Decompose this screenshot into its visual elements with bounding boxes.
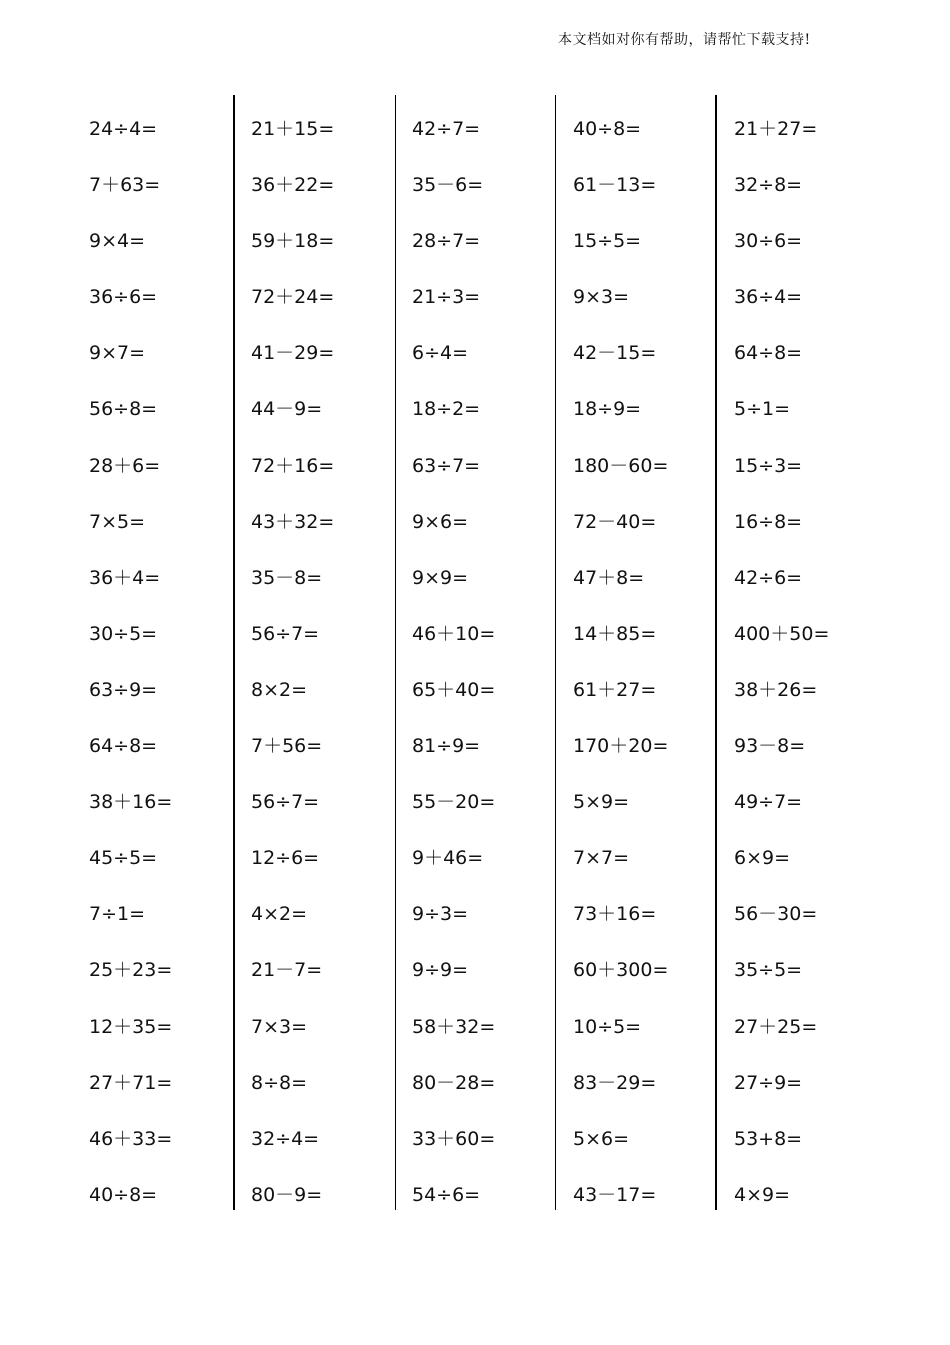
math-problem: 15÷5= — [573, 230, 642, 253]
math-problem: 72－40= — [573, 510, 657, 533]
math-problem: 47＋8= — [573, 566, 645, 589]
math-problem: 12÷6= — [251, 847, 320, 870]
math-problem: 8×2= — [251, 678, 308, 701]
math-problem: 81÷9= — [412, 735, 481, 758]
math-problem: 56÷7= — [251, 791, 320, 814]
math-problem: 35÷5= — [734, 959, 803, 982]
math-problem: 25＋23= — [89, 959, 173, 982]
math-problem: 5×6= — [573, 1127, 630, 1150]
math-problem: 30÷6= — [734, 230, 803, 253]
math-problem: 58＋32= — [412, 1015, 496, 1038]
math-problem: 6÷4= — [412, 342, 469, 365]
math-problem: 6×9= — [734, 847, 791, 870]
math-problem: 42÷6= — [734, 566, 803, 589]
math-problem: 4×2= — [251, 903, 308, 926]
math-problem: 35－6= — [412, 174, 484, 197]
math-problem: 61－13= — [573, 174, 657, 197]
math-problem: 59＋18= — [251, 230, 335, 253]
math-problem: 7÷1= — [89, 903, 146, 926]
math-problem: 28＋6= — [89, 454, 161, 477]
math-problem: 4×9= — [734, 1183, 791, 1206]
math-problem: 33＋60= — [412, 1127, 496, 1150]
math-problem: 64÷8= — [89, 735, 158, 758]
math-problem: 18÷2= — [412, 398, 481, 421]
problem-column-5 — [734, 100, 884, 1222]
problem-column-1 — [89, 100, 239, 1222]
math-problem: 9×3= — [573, 286, 630, 309]
math-problem: 80－9= — [251, 1183, 323, 1206]
math-problem: 28÷7= — [412, 230, 481, 253]
math-problem: 55－20= — [412, 791, 496, 814]
math-problem: 9×4= — [89, 230, 146, 253]
math-problem: 8÷8= — [251, 1071, 308, 1094]
math-problem: 10÷5= — [573, 1015, 642, 1038]
math-problem: 63÷7= — [412, 454, 481, 477]
math-problem: 72＋24= — [251, 286, 335, 309]
math-problem: 180－60= — [573, 454, 669, 477]
math-problem: 9×7= — [89, 342, 146, 365]
math-problem: 27＋25= — [734, 1015, 818, 1038]
math-problem: 61＋27= — [573, 678, 657, 701]
math-problem: 36＋4= — [89, 566, 161, 589]
math-problem: 38＋26= — [734, 678, 818, 701]
math-problem: 45÷5= — [89, 847, 158, 870]
math-problem: 24÷4= — [89, 118, 158, 140]
math-problem: 400＋50= — [734, 622, 830, 645]
page-header-note: 本文档如对你有帮助，请帮忙下载支持! — [558, 32, 811, 48]
problem-column-2 — [251, 100, 401, 1222]
math-problem: 30÷5= — [89, 622, 158, 645]
math-problem: 36÷6= — [89, 286, 158, 309]
math-problem: 32÷8= — [734, 174, 803, 197]
math-problem: 9÷3= — [412, 903, 469, 926]
math-problem: 42－15= — [573, 342, 657, 365]
math-problem: 49÷7= — [734, 791, 803, 814]
math-problem: 12＋35= — [89, 1015, 173, 1038]
math-problem: 15÷3= — [734, 454, 803, 477]
math-problem: 65＋40= — [412, 678, 496, 701]
math-problem: 9＋46= — [412, 847, 484, 870]
math-problem: 40÷8= — [89, 1183, 158, 1206]
math-problem: 60＋300= — [573, 959, 669, 982]
math-problem: 41－29= — [251, 342, 335, 365]
math-problem: 5÷1= — [734, 398, 791, 421]
math-problem: 56÷7= — [251, 622, 320, 645]
math-problem: 40÷8= — [573, 118, 642, 140]
math-problem: 27÷9= — [734, 1071, 803, 1094]
math-problem: 170＋20= — [573, 735, 669, 758]
math-problem: 16÷8= — [734, 510, 803, 533]
math-problem: 36÷4= — [734, 286, 803, 309]
math-problem: 21＋15= — [251, 118, 335, 140]
math-problem: 83－29= — [573, 1071, 657, 1094]
math-problem: 7×5= — [89, 510, 146, 533]
math-problem: 9×6= — [412, 510, 469, 533]
math-problem: 14＋85= — [573, 622, 657, 645]
math-problem: 64÷8= — [734, 342, 803, 365]
math-problem: 43－17= — [573, 1183, 657, 1206]
math-problem: 36＋22= — [251, 174, 335, 197]
math-problem: 18÷9= — [573, 398, 642, 421]
math-problem: 56－30= — [734, 903, 818, 926]
math-problem: 21＋27= — [734, 118, 818, 140]
math-problem: 43＋32= — [251, 510, 335, 533]
math-problem: 35－8= — [251, 566, 323, 589]
math-problem: 27＋71= — [89, 1071, 173, 1094]
math-problem: 93－8= — [734, 735, 806, 758]
problem-column-4 — [573, 100, 723, 1222]
math-problem: 21－7= — [251, 959, 323, 982]
math-problem: 63÷9= — [89, 678, 158, 701]
math-problem: 7×3= — [251, 1015, 308, 1038]
math-problem: 42÷7= — [412, 118, 481, 140]
math-problem: 21÷3= — [412, 286, 481, 309]
math-problem: 80－28= — [412, 1071, 496, 1094]
math-problem: 73＋16= — [573, 903, 657, 926]
math-problem: 54÷6= — [412, 1183, 481, 1206]
problem-column-3 — [412, 100, 562, 1222]
math-problem: 9÷9= — [412, 959, 469, 982]
math-problem: 44－9= — [251, 398, 323, 421]
math-problem: 56÷8= — [89, 398, 158, 421]
math-problem: 9×9= — [412, 566, 469, 589]
math-problem: 7×7= — [573, 847, 630, 870]
math-problem: 32÷4= — [251, 1127, 320, 1150]
math-problem: 46＋10= — [412, 622, 496, 645]
math-problem: 53+8= — [734, 1127, 803, 1150]
math-problem: 7＋63= — [89, 174, 161, 197]
math-problem: 7＋56= — [251, 735, 323, 758]
math-problem: 72＋16= — [251, 454, 335, 477]
math-problem: 5×9= — [573, 791, 630, 814]
math-problem: 46＋33= — [89, 1127, 173, 1150]
math-problem: 38＋16= — [89, 791, 173, 814]
